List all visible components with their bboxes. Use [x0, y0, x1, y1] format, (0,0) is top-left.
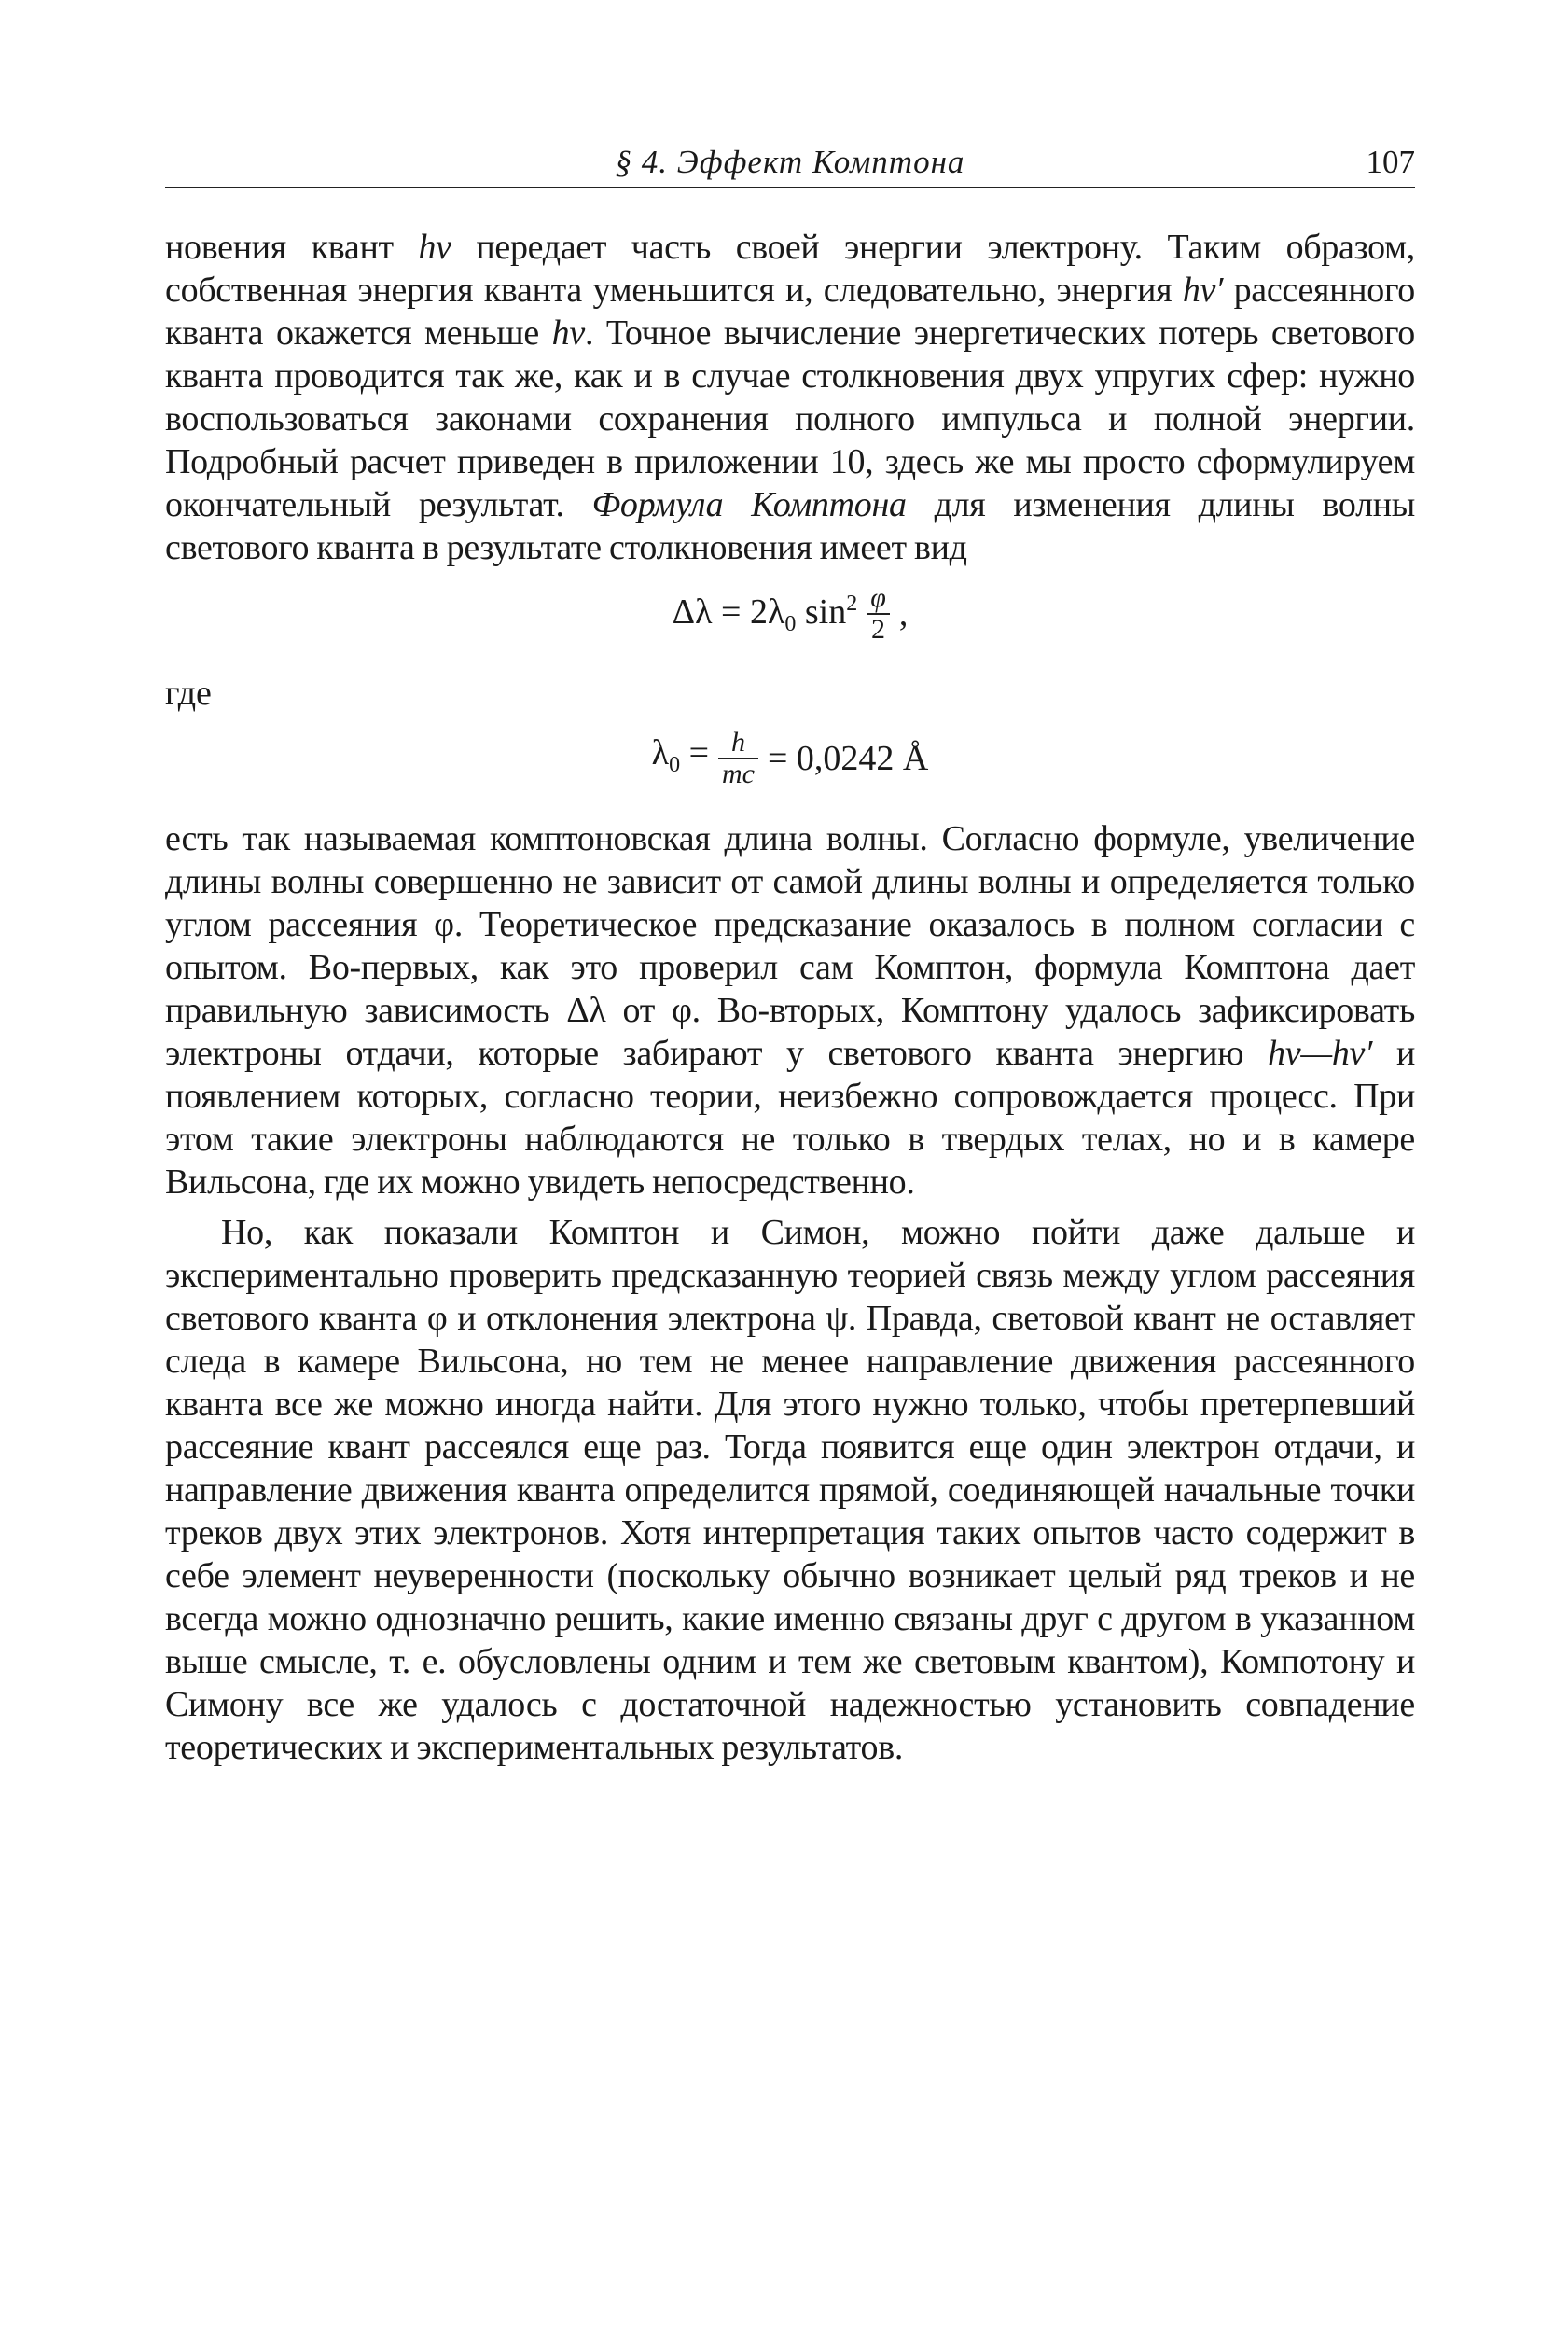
math-hv-prime: hν′	[1182, 271, 1224, 310]
emphasis-compton-formula: Формула Комптона	[591, 485, 907, 524]
formula-compton	[165, 582, 1415, 659]
paragraph-2	[165, 817, 1415, 1204]
fraction-numerator: h	[730, 727, 745, 758]
body-text	[165, 226, 1415, 1769]
superscript: 2	[846, 592, 858, 616]
formula-lhs: λ	[651, 732, 670, 773]
math-hv: hν	[551, 313, 585, 353]
page-number: 107	[1366, 144, 1415, 180]
formula-lhs: Δλ = 2λ	[672, 592, 785, 632]
running-head	[165, 140, 1415, 188]
fraction-denominator: 2	[871, 614, 886, 645]
fraction-phi-over-2	[867, 583, 890, 645]
text-run: новения квант	[165, 228, 419, 267]
math-energy-difference: hν—hν′	[1268, 1034, 1373, 1073]
text-run: передает часть своей энергии электрону. Таким образом, собственная энергия кванта уменьшится и, следовательно, энергия	[165, 228, 1415, 310]
fraction-denominator: mc	[722, 759, 755, 789]
subscript: 0	[669, 752, 681, 777]
equals-sign: =	[680, 732, 709, 773]
formula-compton-wavelength	[165, 728, 1415, 804]
fraction-h-over-mc	[718, 728, 758, 789]
text-run: и появлением которых, согласно теории, неизбежно сопровождается процесс. При этом такие электроны наблюдаются не только в твердых телах, но и в камере Вильсона, где их можно увидеть непосредственно.	[165, 1034, 1415, 1202]
subscript: 0	[784, 612, 797, 636]
formula-rhs: = 0,0242 Å	[767, 739, 929, 778]
section-title: § 4. Эффект Комптона	[615, 144, 965, 180]
text-run: для изменения длины волны светового кванта в результате столкновения имеет вид	[165, 485, 1415, 567]
fraction-numerator: φ	[870, 582, 886, 613]
text-run: рассеянного кванта окажется меньше	[165, 271, 1415, 353]
paragraph-3: Но, как показали Комптон и Симон, можно пойти даже дальше и экспериментально проверить предсказанную теорией связь между углом рассеяния светового кванта φ и отклонения электрона ψ. Правда, световой квант не оставляет следа в камере Вильсона, но тем не менее направление движения рассеянного кванта все же можно иногда найти. Для этого нужно только, чтобы претерпевший рассеяние квант рассеялся еще раз. Тогда появится еще один электрон отдачи, и направление движения кванта определится прямой, соединяющей начальные точки треков двух этих электронов. Хотя интерпретация таких опытов часто содержит в себе элемент неуверенности (поскольку обычно возникает целый ряд треков и не всегда можно однозначно решить, какие именно связаны друг с другом в указанном выше смысле, т. е. обусловлены одним и тем же световым квантом), Компотону и Симону все же удалось с достаточной надежностью установить совпадение теоретических и экспериментальных результатов.	[165, 1213, 1415, 1767]
formula-sin: sin	[796, 592, 847, 632]
where-word: где	[165, 674, 212, 713]
formula-comma: ,	[898, 594, 909, 633]
text-run: есть так называемая комптоновская длина волны. Согласно формуле, увеличение длины волны совершенно не зависит от самой длины волны и определяется только углом рассеяния φ. Теоретическое предсказание оказалось в полном согласии с опытом. Во-первых, как это проверил сам Комптон, формула Комптона дает правильную зависимость Δλ от φ. Во-вторых, Комптону удалось зафиксировать электроны отдачи, которые забирают у светового кванта энергию	[165, 819, 1415, 1073]
text-run: . Точное вычисление энергетических потерь светового кванта проводится так же, как и в случае столкновения двух упругих сфер: нужно воспользоваться законами сохранения полного импульса и полной энергии. Подробный расчет приведен в приложении 10, здесь же мы просто сформулируем окончательный результат.	[165, 313, 1416, 524]
page	[165, 140, 1415, 1769]
paragraph-1	[165, 226, 1415, 569]
math-hv: hν	[418, 228, 451, 267]
